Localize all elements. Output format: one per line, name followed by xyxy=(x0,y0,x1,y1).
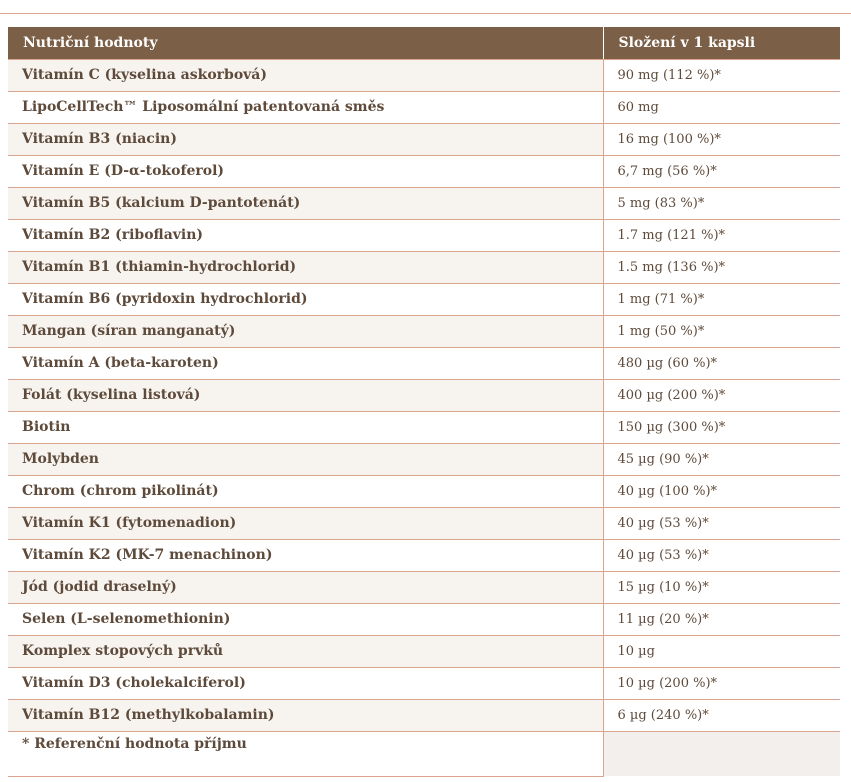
nutrient-name: Selen (L-selenomethionin) xyxy=(8,603,603,635)
nutrient-amount: 10 µg xyxy=(603,635,840,667)
nutrient-name: Biotin xyxy=(8,411,603,443)
header-nutrient: Nutriční hodnoty xyxy=(8,27,603,59)
nutrient-name: Vitamín B1 (thiamin-hydrochlorid) xyxy=(8,251,603,283)
table-row xyxy=(8,219,840,251)
nutrient-amount: 1.5 mg (136 %)* xyxy=(603,251,840,283)
nutrient-name: Mangan (síran manganatý) xyxy=(8,315,603,347)
nutrient-amount: 6 µg (240 %)* xyxy=(603,699,840,731)
table-row xyxy=(8,571,840,603)
table-row xyxy=(8,411,840,443)
table-row xyxy=(8,187,840,219)
nutrient-amount: 480 µg (60 %)* xyxy=(603,347,840,379)
nutrient-amount: 5 mg (83 %)* xyxy=(603,187,840,219)
nutrient-amount: 90 mg (112 %)* xyxy=(603,59,840,91)
nutrient-name: Komplex stopových prvků xyxy=(8,635,603,667)
table-footnote-row xyxy=(8,731,840,776)
nutrient-amount: 1.7 mg (121 %)* xyxy=(603,219,840,251)
nutrient-name: Vitamín B6 (pyridoxin hydrochlorid) xyxy=(8,283,603,315)
nutrient-amount: 10 µg (200 %)* xyxy=(603,667,840,699)
nutrient-amount: 150 µg (300 %)* xyxy=(603,411,840,443)
nutrient-name: Vitamín K1 (fytomenadion) xyxy=(8,507,603,539)
table-row xyxy=(8,507,840,539)
nutrient-amount: 40 µg (100 %)* xyxy=(603,475,840,507)
nutrient-amount: 400 µg (200 %)* xyxy=(603,379,840,411)
table-row xyxy=(8,155,840,187)
table-row xyxy=(8,603,840,635)
table-row xyxy=(8,347,840,379)
table-row xyxy=(8,59,840,91)
nutrition-table-container xyxy=(8,27,840,777)
table-row xyxy=(8,475,840,507)
nutrient-amount: 1 mg (50 %)* xyxy=(603,315,840,347)
nutrient-amount: 6,7 mg (56 %)* xyxy=(603,155,840,187)
table-row xyxy=(8,443,840,475)
nutrient-amount: 15 µg (10 %)* xyxy=(603,571,840,603)
table-row xyxy=(8,635,840,667)
table-row xyxy=(8,699,840,731)
nutrient-name: Vitamín B2 (riboflavin) xyxy=(8,219,603,251)
table-row xyxy=(8,539,840,571)
nutrient-amount: 40 µg (53 %)* xyxy=(603,539,840,571)
nutrient-amount: 40 µg (53 %)* xyxy=(603,507,840,539)
top-divider xyxy=(0,13,851,14)
table-header-row xyxy=(8,27,840,59)
nutrient-name: Vitamín A (beta-karoten) xyxy=(8,347,603,379)
table-row xyxy=(8,315,840,347)
nutrient-name: LipoCellTech™ Liposomální patentovaná směs xyxy=(8,91,603,123)
table-row xyxy=(8,251,840,283)
nutrient-name: Vitamín B3 (niacin) xyxy=(8,123,603,155)
table-row xyxy=(8,91,840,123)
table-row xyxy=(8,379,840,411)
nutrient-name: Folát (kyselina listová) xyxy=(8,379,603,411)
nutrient-name: Chrom (chrom pikolinát) xyxy=(8,475,603,507)
nutrient-name: Vitamín D3 (cholekalciferol) xyxy=(8,667,603,699)
nutrition-table xyxy=(8,27,840,777)
nutrient-name: Molybden xyxy=(8,443,603,475)
nutrient-amount: 45 µg (90 %)* xyxy=(603,443,840,475)
nutrient-name: Vitamín K2 (MK-7 menachinon) xyxy=(8,539,603,571)
footnote-empty-cell xyxy=(603,731,840,776)
nutrient-name: Vitamín B12 (methylkobalamin) xyxy=(8,699,603,731)
nutrient-amount: 16 mg (100 %)* xyxy=(603,123,840,155)
nutrient-name: Vitamín E (D-α-tokoferol) xyxy=(8,155,603,187)
nutrient-amount: 1 mg (71 %)* xyxy=(603,283,840,315)
footnote-text: * Referenční hodnota příjmu xyxy=(8,731,603,776)
header-amount: Složení v 1 kapsli xyxy=(603,27,840,59)
nutrient-name: Vitamín C (kyselina askorbová) xyxy=(8,59,603,91)
table-row xyxy=(8,667,840,699)
nutrient-name: Vitamín B5 (kalcium D-pantotenát) xyxy=(8,187,603,219)
table-row xyxy=(8,283,840,315)
nutrient-amount: 11 µg (20 %)* xyxy=(603,603,840,635)
nutrient-name: Jód (jodid draselný) xyxy=(8,571,603,603)
table-row xyxy=(8,123,840,155)
nutrient-amount: 60 mg xyxy=(603,91,840,123)
